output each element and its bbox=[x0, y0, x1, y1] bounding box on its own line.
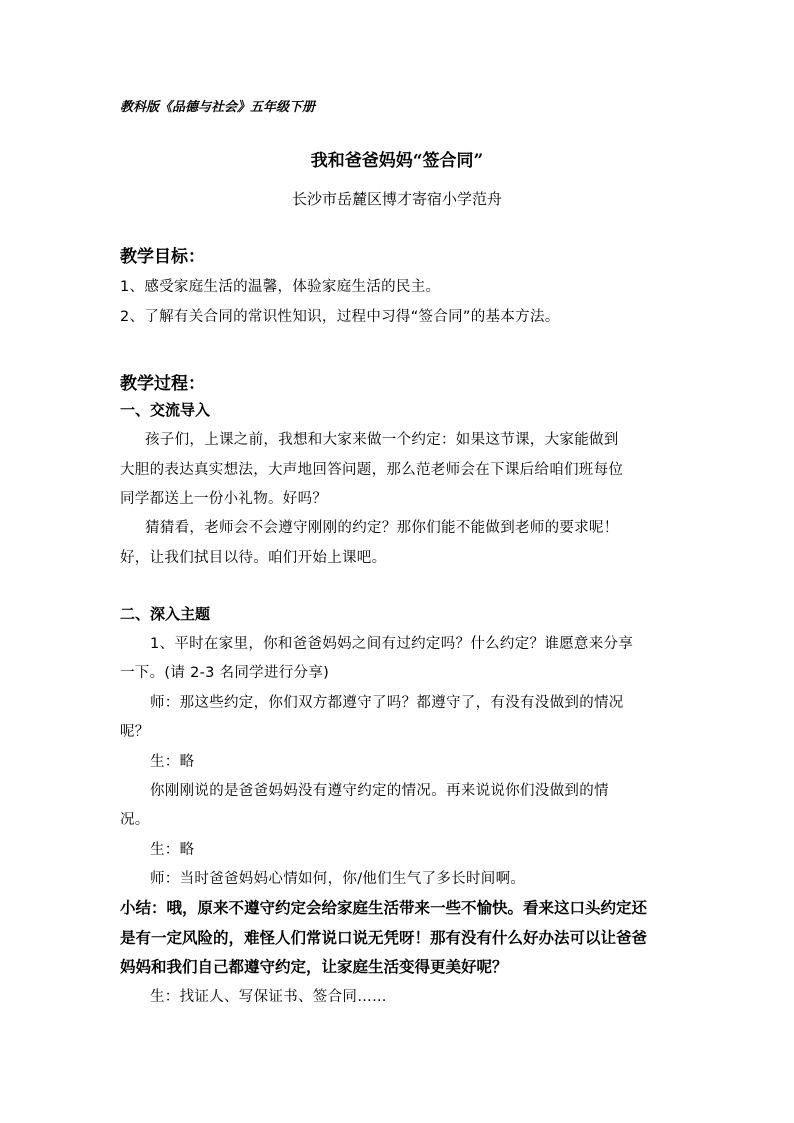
paragraph-line: 师：那这些约定，你们双方都遵守了吗？都遵守了，有没有没做到的情况 bbox=[150, 695, 624, 711]
paragraph-line: 生：略 bbox=[150, 842, 195, 858]
objective-item: 1、感受家庭生活的温馨，体验家庭生活的民主。 bbox=[120, 279, 441, 295]
paragraph-line: 生：略 bbox=[150, 754, 195, 770]
paragraph-line: 好，让我们拭目以待。咱们开始上课吧。 bbox=[120, 550, 387, 566]
paragraph-line: 呢？ bbox=[120, 724, 150, 740]
paragraph-line: 大胆的表达真实想法，大声地回答问题，那么范老师会在下课后给咱们班每位 bbox=[120, 462, 624, 478]
paragraph-line: 孩子们，上课之前，我想和大家来做一个约定：如果这节课，大家能做到 bbox=[145, 432, 619, 448]
summary-line: 妈妈和我们自己都遵守约定，让家庭生活变得更美好呢？ bbox=[120, 958, 508, 976]
process-heading: 教学过程： bbox=[120, 374, 205, 394]
paragraph-line: 况。 bbox=[120, 812, 150, 828]
objectives-heading: 教学目标： bbox=[120, 247, 205, 267]
objective-item: 2、了解有关合同的常识性知识，过程中习得“签合同”的基本方法。 bbox=[120, 309, 560, 325]
paragraph-line: 生：找证人、写保证书、签合同…… bbox=[150, 989, 387, 1005]
summary-line: 是有一定风险的，难怪人们常说口说无凭呀！那有没有什么好办法可以让爸爸 bbox=[120, 929, 648, 947]
paragraph-line: 同学都送上一份小礼物。好吗？ bbox=[120, 491, 328, 507]
paragraph-line: 师：当时爸爸妈妈心情如何，你/他们生气了多长时间啊。 bbox=[150, 871, 526, 887]
paragraph-line: 你刚刚说的是爸爸妈妈没有遵守约定的情况。再来说说你们没做到的情 bbox=[150, 783, 609, 799]
section1-heading: 一、交流导入 bbox=[120, 401, 211, 419]
lesson-title: 我和爸爸妈妈“签合同” bbox=[310, 151, 484, 171]
summary-line: 小结：哦，原来不遵守约定会给家庭生活带来一些不愉快。看来这口头约定还 bbox=[120, 899, 648, 917]
section2-heading: 二、深入主题 bbox=[120, 605, 211, 623]
paragraph-line: 一下。(请 2-3 名同学进行分享) bbox=[120, 665, 330, 681]
paragraph-line: 1、平时在家里，你和爸爸妈妈之间有过约定吗？什么约定？谁愿意来分享 bbox=[150, 636, 634, 652]
paragraph-line: 猜猜看，老师会不会遵守刚刚的约定？那你们能不能做到老师的要求呢！ bbox=[145, 520, 619, 536]
document-header: 教科版《品德与社会》五年级下册 bbox=[120, 100, 316, 115]
author-line: 长沙市岳麓区博才寄宿小学范舟 bbox=[291, 190, 502, 208]
